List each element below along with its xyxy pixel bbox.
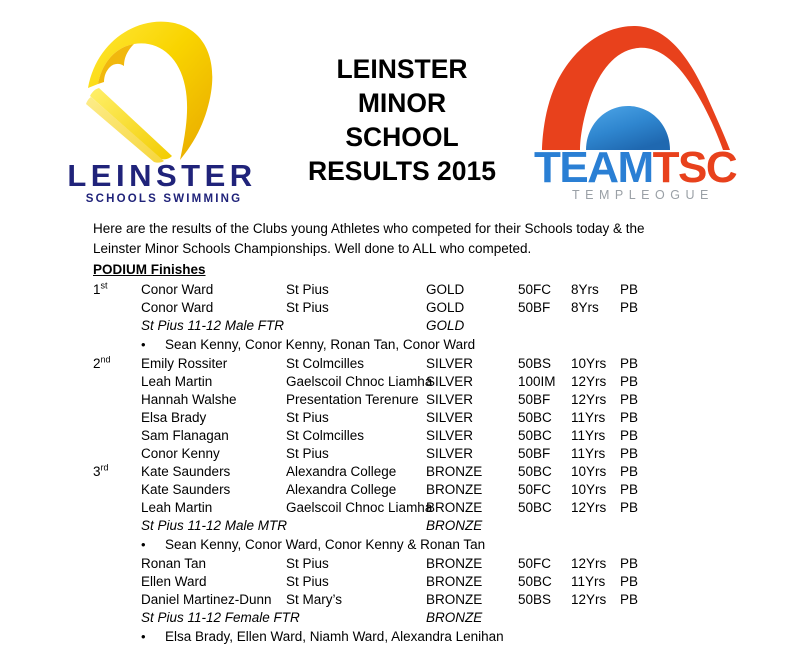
relay-result-row (93, 317, 693, 335)
place-cell: 1st (93, 280, 108, 297)
event-cell: 50BC (518, 410, 552, 425)
pb-cell: PB (620, 556, 639, 571)
medal-cell: BRONZE (426, 610, 483, 625)
place-ordinal-suffix: st (100, 280, 108, 291)
place-cell: 3rd (93, 462, 109, 479)
pb-cell: PB (620, 464, 639, 479)
medal-cell: BRONZE (426, 518, 483, 533)
tsc-wordmark-text (534, 143, 737, 192)
athlete-name-cell: Hannah Walshe (141, 392, 237, 407)
pb-cell: PB (620, 592, 639, 607)
medal-cell: BRONZE (426, 482, 483, 497)
medal-cell: GOLD (426, 282, 465, 297)
event-cell: 50FC (518, 482, 552, 497)
age-cell: 8Yrs (571, 300, 599, 315)
medal-cell: BRONZE (426, 592, 483, 607)
medal-cell: SILVER (426, 392, 474, 407)
table-row (93, 299, 693, 317)
age-cell: 11Yrs (571, 428, 606, 443)
event-cell: 100IM (518, 374, 556, 389)
intro-paragraph (93, 219, 673, 259)
age-cell: 11Yrs (571, 410, 606, 425)
table-row (93, 445, 693, 463)
school-cell: Gaelscoil Chnoc Liamha (286, 500, 433, 515)
pb-cell: PB (620, 500, 639, 515)
document-header (0, 0, 794, 212)
athlete-name-cell: Conor Kenny (141, 446, 220, 461)
bullet-icon: • (141, 337, 146, 352)
medal-cell: BRONZE (426, 500, 483, 515)
school-cell: St Colmcilles (286, 428, 365, 443)
athlete-name-cell: Sam Flanagan (141, 428, 229, 443)
pb-cell: PB (620, 300, 639, 315)
relay-team-members-row (93, 335, 693, 355)
medal-cell: SILVER (426, 410, 474, 425)
event-cell: 50BC (518, 500, 552, 515)
event-cell: 50BC (518, 464, 552, 479)
medal-cell: SILVER (426, 374, 474, 389)
leinster-wordmark (66, 160, 258, 206)
pb-cell: PB (620, 392, 639, 407)
event-cell: 50FC (518, 282, 552, 297)
athlete-name-cell: Ronan Tan (141, 556, 207, 571)
pb-cell: PB (620, 574, 639, 589)
results-table (93, 281, 693, 647)
age-cell: 10Yrs (571, 464, 607, 479)
relay-team-members: Elsa Brady, Ellen Ward, Niamh Ward, Alexandra Lenihan (165, 629, 504, 644)
event-cell: 50BC (518, 428, 552, 443)
title-line-2: MINOR (357, 88, 447, 118)
school-cell: St Pius (286, 282, 329, 297)
medal-cell: BRONZE (426, 464, 483, 479)
table-row (93, 373, 693, 391)
table-row (93, 281, 693, 299)
pb-cell: PB (620, 282, 639, 297)
place-ordinal-suffix: rd (100, 462, 109, 473)
school-cell: St Mary’s (286, 592, 343, 607)
relay-team-members-row (93, 627, 693, 647)
medal-cell: SILVER (426, 446, 474, 461)
age-cell: 11Yrs (571, 574, 606, 589)
relay-result-row (93, 517, 693, 535)
athlete-name-cell: Conor Ward (141, 282, 214, 297)
pb-cell: PB (620, 482, 639, 497)
school-cell: St Pius (286, 300, 329, 315)
school-cell: Presentation Terenure (286, 392, 419, 407)
podium-finishes-heading: PODIUM Finishes (93, 262, 206, 277)
place-cell: 2nd (93, 354, 111, 371)
table-row (93, 409, 693, 427)
age-cell: 12Yrs (571, 374, 607, 389)
table-row (93, 481, 693, 499)
athlete-name-cell: Daniel Martinez-Dunn (141, 592, 272, 607)
athlete-name-cell: Ellen Ward (141, 574, 207, 589)
leinster-swoosh-icon (72, 18, 252, 163)
tsc-wordmark (524, 143, 764, 202)
leinster-logo-word: LEINSTER (67, 158, 257, 193)
tsc-team-word: TEAM (534, 143, 653, 192)
event-cell: 50BF (518, 392, 551, 407)
medal-cell: SILVER (426, 356, 474, 371)
medal-cell: BRONZE (426, 556, 483, 571)
athlete-name-cell: Elsa Brady (141, 410, 207, 425)
table-row (93, 555, 693, 573)
pb-cell: PB (620, 410, 639, 425)
team-tsc-logo (524, 18, 764, 208)
tsc-tsc-word: TSC (652, 143, 737, 192)
event-cell: 50FC (518, 556, 552, 571)
medal-cell: GOLD (426, 318, 465, 333)
school-cell: St Pius (286, 574, 329, 589)
school-cell: Gaelscoil Chnoc Liamha (286, 374, 433, 389)
event-cell: 50BC (518, 574, 552, 589)
tsc-templeogue-word: TEMPLEOGUE (572, 188, 714, 202)
athlete-name-cell: Leah Martin (141, 374, 213, 389)
event-cell: 50BF (518, 446, 551, 461)
relay-result-row (93, 609, 693, 627)
pb-cell: PB (620, 374, 639, 389)
table-row (93, 463, 693, 481)
title-line-1: LEINSTER (336, 54, 468, 84)
bullet-icon: • (141, 537, 146, 552)
event-cell: 50BF (518, 300, 551, 315)
age-cell: 10Yrs (571, 482, 607, 497)
intro-line-1: Here are the results of the Clubs young Athletes who competed for their Schools today & the (93, 221, 645, 236)
intro-line-2: Leinster Minor Schools Championships. Well done to ALL who competed. (93, 241, 532, 256)
athlete-name-cell: Leah Martin (141, 500, 213, 515)
page-title (282, 52, 522, 188)
relay-team-members: Sean Kenny, Conor Kenny, Ronan Tan, Conor Ward (165, 337, 476, 352)
athlete-name-cell: Emily Rossiter (141, 356, 228, 371)
athlete-name-cell: Conor Ward (141, 300, 214, 315)
leinster-logo-subtitle: SCHOOLS SWIMMING (85, 193, 243, 205)
athlete-name-cell: St Pius 11-12 Male FTR (141, 318, 285, 333)
title-line-3: SCHOOL (345, 122, 459, 152)
school-cell: St Colmcilles (286, 356, 365, 371)
age-cell: 8Yrs (571, 282, 599, 297)
relay-team-members-row (93, 535, 693, 555)
event-cell: 50BS (518, 356, 552, 371)
school-cell: Alexandra College (286, 464, 397, 479)
table-row (93, 427, 693, 445)
age-cell: 12Yrs (571, 556, 607, 571)
age-cell: 10Yrs (571, 356, 607, 371)
age-cell: 12Yrs (571, 592, 607, 607)
medal-cell: SILVER (426, 428, 474, 443)
table-row (93, 591, 693, 609)
school-cell: St Pius (286, 446, 329, 461)
athlete-name-cell: Kate Saunders (141, 482, 231, 497)
age-cell: 12Yrs (571, 500, 607, 515)
leinster-schools-swimming-logo (62, 18, 262, 208)
school-cell: St Pius (286, 410, 329, 425)
athlete-name-cell: St Pius 11-12 Male MTR (141, 518, 288, 533)
table-row (93, 499, 693, 517)
age-cell: 11Yrs (571, 446, 606, 461)
bullet-icon: • (141, 629, 146, 644)
relay-team-members: Sean Kenny, Conor Ward, Conor Kenny & Ronan Tan (165, 537, 486, 552)
table-row (93, 573, 693, 591)
school-cell: Alexandra College (286, 482, 397, 497)
table-row (93, 355, 693, 373)
pb-cell: PB (620, 428, 639, 443)
school-cell: St Pius (286, 556, 329, 571)
athlete-name-cell: St Pius 11-12 Female FTR (141, 610, 300, 625)
event-cell: 50BS (518, 592, 552, 607)
medal-cell: GOLD (426, 300, 465, 315)
medal-cell: BRONZE (426, 574, 483, 589)
table-row (93, 391, 693, 409)
title-line-4: RESULTS 2015 (307, 156, 497, 186)
pb-cell: PB (620, 356, 639, 371)
athlete-name-cell: Kate Saunders (141, 464, 231, 479)
tsc-arch-icon (524, 18, 764, 150)
pb-cell: PB (620, 446, 639, 461)
age-cell: 12Yrs (571, 392, 607, 407)
place-ordinal-suffix: nd (100, 354, 111, 365)
